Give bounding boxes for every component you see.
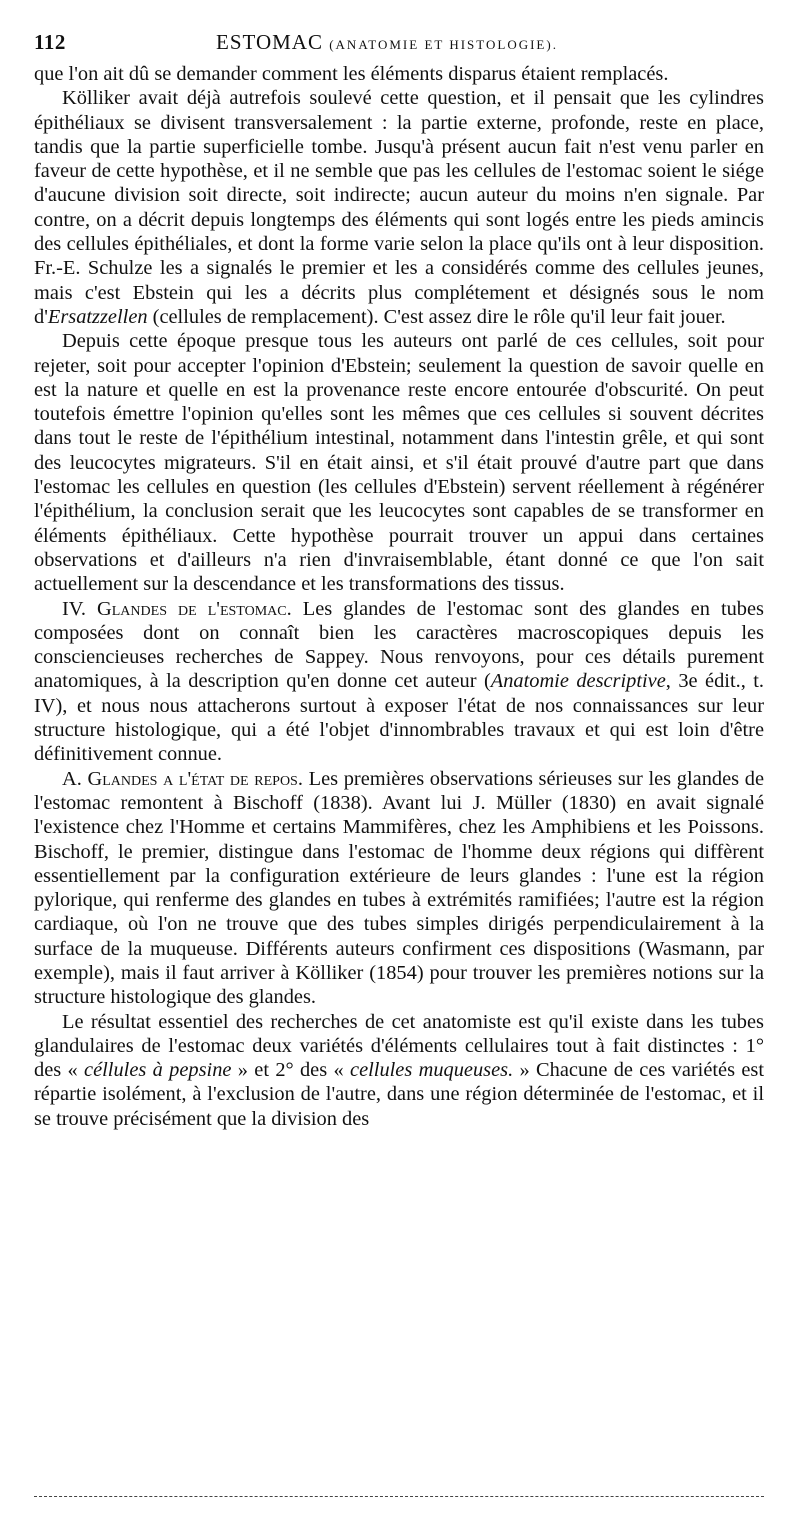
term-cellules-muqueuses: cellules muqueuses.	[350, 1059, 514, 1082]
paragraph-text: (cellules de remplacement). C'est assez dire le rôle qu'il leur fait jouer.	[147, 305, 726, 328]
book-page	[34, 30, 764, 1131]
paragraph-continuation	[34, 62, 764, 86]
paragraph-resultat	[34, 1010, 764, 1131]
running-title	[216, 30, 558, 55]
page-number: 112	[34, 30, 66, 54]
paragraph-text: Kölliker avait déjà autrefois soulevé cette question, et il pensait que les cylindres épithéliaux se divisent transversalement : la partie externe, profonde, reste en place, tandis que la partie superficielle tombe. Jusqu'à présent aucun fait n'est venu parler en faveur de cette hypothèse, et il ne semble que pas les cellules de l'estomac soient le siége d'aucune division soit directe, soit indirecte; aucun auteur du moins n'en signale. Par contre, on a décrit depuis longtemps des éléments qui sont logés entre les pieds amincis des cellules épithéliales, et dont la forme varie selon la place qu'ils ont à leur disposition. Fr.-E. Schulze les a signalés le premier et les a considérés comme des cellules jeunes, mais c'est Ebstein qui les a décrits plus complétement et désignés sous le nom d'	[34, 87, 764, 328]
paragraph-text: que l'on ait dû se demander comment les éléments disparus étaient remplacés.	[34, 63, 669, 85]
paragraph-glandes	[34, 597, 764, 767]
body-text	[34, 62, 764, 1131]
paragraph-text: Le résultat essentiel des recherches de cet anatomiste est qu'il existe dans les tubes glandulaires de l'estomac deux variétés d'éléments cellulaires tout à fait distinctes : 1° des «	[34, 1010, 764, 1082]
paragraph-text: Les premières observations sérieuses sur les glandes de l'estomac remontent à Bischoff (1838). Avant lui J. Müller (1830) en avait signalé l'existence chez l'Homme et certains Mammifères, chez les Amphibiens et les Poissons. Bischoff, le premier, distingue dans l'estomac de l'homme deux régions qui diffèrent essentiellement par la configuration extérieure de leurs glandes : l'une est la région pylorique, qui renferme des glandes en tubes à extrémités ramifiées; l'autre est la région cardiaque, où l'on ne trouve que des tubes simples dirigés perpendiculairement à la surface de la muqueuse. Différents auteurs confirment ces dispositions (Wasmann, par exemple), mais il faut arriver à Kölliker (1854) pour trouver les premières notions sur la structure histologique des glandes.	[34, 767, 764, 1009]
paragraph-text: Les glandes de l'estomac sont des glandes en tubes composées dont on connaît bien les caractères macroscopiques depuis les consciencieuses recherches de Sappey. Nous renvoyons, pour ces détails purement anatomiques, à la description qu'en donne cet auteur (	[34, 597, 764, 693]
paragraph-text: , 3e édit., t. IV), et nous nous attacherons surtout à exposer l'état de nos connaissances sur leur structure histologique, qui a été l'objet d'innombrables travaux et qui est loin d'être définitivement connue.	[34, 670, 765, 766]
term-ersatzzellen: Ersatzzellen	[47, 305, 148, 328]
running-title-main: ESTOMAC	[216, 30, 323, 54]
term-cellules-pepsine: céllules à pepsine	[84, 1059, 232, 1082]
footer-dashed-rule	[34, 1496, 764, 1497]
paragraph-ebstein-cells	[34, 329, 764, 596]
running-head	[34, 30, 764, 62]
section-heading-glandes: IV. Glandes de l'estomac.	[62, 597, 292, 620]
running-title-sub: (ANATOMIE ET HISTOLOGIE).	[329, 37, 558, 52]
section-heading-repos: A. Glandes a l'état de repos.	[62, 767, 303, 790]
citation-anatomie-descriptive: Anatomie descriptive	[490, 670, 666, 693]
paragraph-glandes-repos	[34, 767, 764, 1010]
paragraph-kolliker	[34, 86, 764, 329]
paragraph-text: » Chacune de ces variétés est répartie isolément, à l'exclusion de l'autre, dans une région déterminée de l'estomac, et il se trouve précisément que la division des	[34, 1059, 765, 1130]
paragraph-text: Depuis cette époque presque tous les auteurs ont parlé de ces cellules, soit pour rejeter, soit pour accepter l'opinion d'Ebstein; seulement la question de savoir quelle en est la nature et quelle en est la provenance reste encore entourée d'obscurité. On peut toutefois émettre l'opinion qu'elles sont les mêmes que ces cellules si souvent décrites dans tout le reste de l'épithélium intestinal, notamment dans l'intestin grêle, et qui sont des leucocytes migrateurs. S'il en était ainsi, et s'il était prouvé d'autre part que dans l'estomac les cellules en question (les cellules d'Ebstein) servent réellement à régénérer l'épithélium, la conclusion serait que les leucocytes sont capables de se transformer en éléments épithéliaux. Cette hypothèse pourrait trouver un appui dans certaines observations et d'ailleurs n'a rien d'invraisemblable, étant donné ce que l'on sait actuellement sur la descendance et les transformations des tissus.	[34, 330, 764, 596]
paragraph-text: » et 2° des «	[231, 1059, 351, 1082]
